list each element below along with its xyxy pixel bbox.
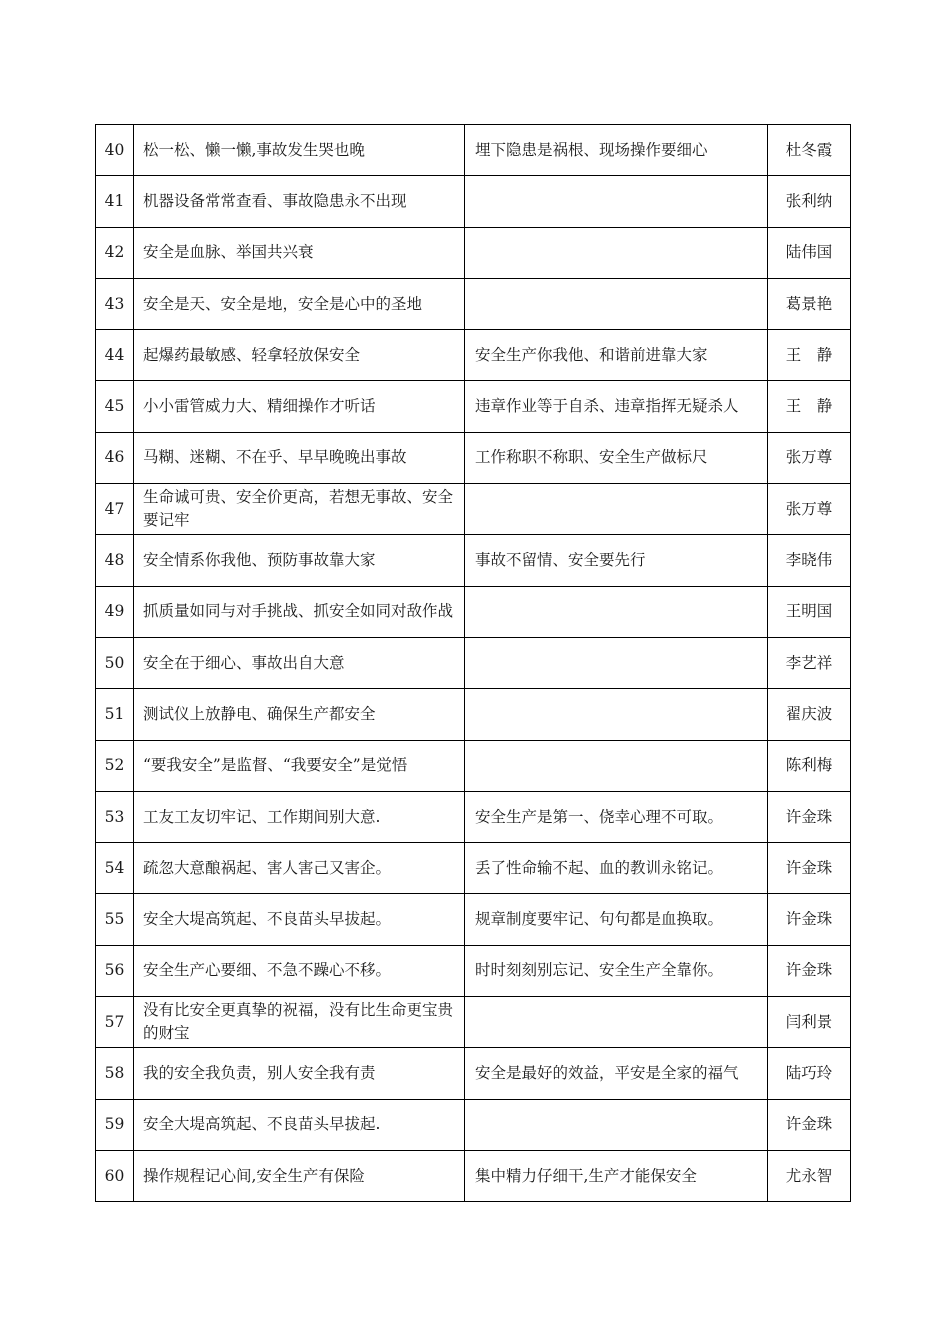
table-row [96,689,851,740]
author-name: 王明国 [768,586,851,637]
table-row [96,535,851,586]
slogan-primary: 起爆药最敏感、轻拿轻放保安全 [134,330,465,381]
table-row [96,227,851,278]
author-name: 尤永智 [768,1150,851,1201]
row-number: 47 [96,484,134,535]
slogan-secondary [465,997,768,1048]
row-number: 41 [96,176,134,227]
slogan-primary: 松一松、懒一懒,事故发生哭也晚 [134,125,465,176]
row-number: 59 [96,1099,134,1150]
slogan-primary: 抓质量如同与对手挑战、抓安全如同对敌作战 [134,586,465,637]
author-name: 王 静 [768,381,851,432]
slogan-primary: 工友工友切牢记、工作期间别大意. [134,791,465,842]
row-number: 42 [96,227,134,278]
slogan-secondary [465,637,768,688]
table-row [96,791,851,842]
author-name: 闫利景 [768,997,851,1048]
table-row [96,330,851,381]
table-row [96,637,851,688]
row-number: 50 [96,637,134,688]
slogan-primary: 测试仪上放静电、确保生产都安全 [134,689,465,740]
table-row [96,1048,851,1099]
slogan-primary: 安全大堤高筑起、不良苗头早拔起. [134,1099,465,1150]
author-name: 翟庆波 [768,689,851,740]
row-number: 54 [96,843,134,894]
author-name: 杜冬霞 [768,125,851,176]
row-number: 44 [96,330,134,381]
slogan-primary: 马糊、迷糊、不在乎、早早晚晚出事故 [134,432,465,483]
table-row [96,278,851,329]
slogan-primary: 操作规程记心间,安全生产有保险 [134,1150,465,1201]
slogan-primary: 没有比安全更真挚的祝福，没有比生命更宝贵的财宝 [134,997,465,1048]
table-row [96,381,851,432]
row-number: 43 [96,278,134,329]
author-name: 许金珠 [768,894,851,945]
table-row [96,1150,851,1201]
table-row [96,1099,851,1150]
author-name: 陈利梅 [768,740,851,791]
author-name: 葛景艳 [768,278,851,329]
slogan-primary: 小小雷管威力大、精细操作才听话 [134,381,465,432]
slogan-secondary [465,278,768,329]
table-row [96,997,851,1048]
table-row [96,586,851,637]
slogan-secondary [465,176,768,227]
slogan-primary: 机器设备常常查看、事故隐患永不出现 [134,176,465,227]
slogan-table-body [96,125,851,1202]
slogan-secondary: 时时刻刻别忘记、安全生产全靠你。 [465,945,768,996]
slogan-primary: 我的安全我负责，别人安全我有责 [134,1048,465,1099]
author-name: 李晓伟 [768,535,851,586]
table-row [96,484,851,535]
table-row [96,945,851,996]
slogan-secondary [465,689,768,740]
author-name: 陆伟国 [768,227,851,278]
author-name: 李艺祥 [768,637,851,688]
table-row [96,843,851,894]
row-number: 45 [96,381,134,432]
slogan-primary: 安全是血脉、举国共兴衰 [134,227,465,278]
row-number: 49 [96,586,134,637]
row-number: 51 [96,689,134,740]
slogan-secondary: 工作称职不称职、安全生产做标尺 [465,432,768,483]
author-name: 张利纳 [768,176,851,227]
slogan-primary: 安全是天、安全是地，安全是心中的圣地 [134,278,465,329]
author-name: 许金珠 [768,1099,851,1150]
slogan-primary: 安全情系你我他、预防事故靠大家 [134,535,465,586]
slogan-secondary: 规章制度要牢记、句句都是血换取。 [465,894,768,945]
row-number: 56 [96,945,134,996]
slogan-secondary: 事故不留情、安全要先行 [465,535,768,586]
table-row [96,432,851,483]
slogan-secondary: 安全是最好的效益，平安是全家的福气 [465,1048,768,1099]
author-name: 许金珠 [768,791,851,842]
slogan-secondary: 安全生产是第一、侥幸心理不可取。 [465,791,768,842]
slogan-secondary: 埋下隐患是祸根、现场操作要细心 [465,125,768,176]
row-number: 40 [96,125,134,176]
table-row [96,740,851,791]
author-name: 张万尊 [768,484,851,535]
slogan-secondary: 集中精力仔细干,生产才能保安全 [465,1150,768,1201]
row-number: 46 [96,432,134,483]
row-number: 48 [96,535,134,586]
slogan-secondary [465,227,768,278]
author-name: 王 静 [768,330,851,381]
slogan-primary: 生命诚可贵、安全价更高，若想无事故、安全要记牢 [134,484,465,535]
slogan-primary: 安全生产心要细、不急不躁心不移。 [134,945,465,996]
slogan-secondary [465,586,768,637]
slogan-primary: “要我安全”是监督、“我要安全”是觉悟 [134,740,465,791]
slogan-secondary: 违章作业等于自杀、违章指挥无疑杀人 [465,381,768,432]
slogan-primary: 安全大堤高筑起、不良苗头早拔起。 [134,894,465,945]
author-name: 许金珠 [768,945,851,996]
row-number: 52 [96,740,134,791]
slogan-primary: 安全在于细心、事故出自大意 [134,637,465,688]
table-row [96,176,851,227]
slogan-secondary [465,1099,768,1150]
row-number: 60 [96,1150,134,1201]
row-number: 58 [96,1048,134,1099]
slogan-secondary: 丢了性命输不起、血的教训永铭记。 [465,843,768,894]
slogan-secondary [465,484,768,535]
row-number: 53 [96,791,134,842]
slogan-secondary: 安全生产你我他、和谐前进靠大家 [465,330,768,381]
slogan-secondary [465,740,768,791]
author-name: 许金珠 [768,843,851,894]
slogan-primary: 疏忽大意酿祸起、害人害己又害企。 [134,843,465,894]
row-number: 55 [96,894,134,945]
table-row [96,894,851,945]
slogan-table [95,124,851,1202]
author-name: 张万尊 [768,432,851,483]
row-number: 57 [96,997,134,1048]
table-row [96,125,851,176]
author-name: 陆巧玲 [768,1048,851,1099]
